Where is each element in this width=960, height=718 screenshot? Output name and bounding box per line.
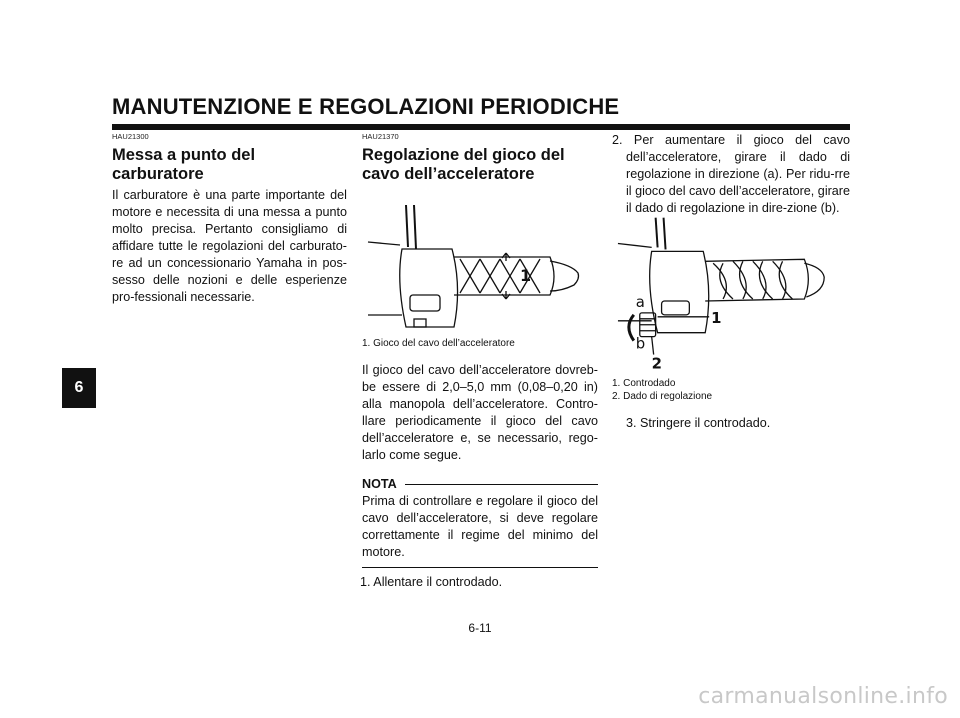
note-text: Prima di controllare e regolare il gioco del cavo dell’acceleratore, si deve regolare correttamente il regime del minimo del motore. <box>362 494 598 559</box>
page-number: 6-11 <box>468 621 492 635</box>
section-code: HAU21300 <box>112 132 149 141</box>
note-end-rule <box>362 567 598 568</box>
note-box <box>362 476 598 568</box>
note-rule <box>405 484 598 485</box>
section-code: HAU21370 <box>362 132 399 141</box>
page-title: MANUTENZIONE E REGOLAZIONI PERIODICHE <box>112 94 620 119</box>
callout-1: 1 <box>520 266 532 285</box>
section-heading: Messa a punto del carburatore <box>112 146 256 183</box>
section-carburetor <box>112 132 347 306</box>
adjuster-figure <box>612 217 848 377</box>
callout-1: 1 <box>711 308 722 327</box>
throttle-grip-figure <box>362 187 598 337</box>
step-2: 2. Per aumentare il gioco del cavo dell’acceleratore, girare il dado di regolazione in direzione (a). Per ridu-rre il gioco del cavo dell’acceleratore, girare il dado di regolazione in dire-zione (b). <box>612 133 851 215</box>
watermark: carmanualsonline.info <box>698 684 948 709</box>
step-3: 3. Stringere il controdado. <box>626 416 771 430</box>
label-a: a <box>635 292 645 311</box>
chapter-tab: 6 <box>62 368 96 408</box>
title-rule <box>112 124 850 130</box>
figure-caption-1: 1. Controdado <box>612 378 676 389</box>
section-heading: Regolazione del gioco del cavo dell’acceleratore <box>362 146 565 183</box>
section-adjustment-steps <box>612 132 850 432</box>
step-1: 1. Allentare il controdado. <box>360 575 503 589</box>
figure-caption: 1. Gioco del cavo dell’acceleratore <box>362 338 515 349</box>
section-body: Il carburatore è una parte importante del motore e necessita di una messa a punto molto precisa. Pertanto consigliamo di affidare tutte le regolazioni del carburato-re ad un concessionario Yamaha in pos-sesso delle nozioni e delle esperienze pro-fessionali necessarie. <box>112 188 347 304</box>
note-label: NOTA <box>362 477 397 491</box>
figure-caption-2: 2. Dado di regolazione <box>612 391 713 402</box>
callout-2: 2 <box>651 354 663 373</box>
label-b: b <box>635 334 646 353</box>
section-throttle-cable <box>362 132 598 591</box>
section-body: Il gioco del cavo dell’acceleratore dovreb-be essere di 2,0–5,0 mm (0,08–0,20 in) alla manopola dell’acceleratore. Contro-llare periodicamente il gioco del cavo dell’acceleratore e, se necessario, rego-larlo come segue. <box>362 363 598 462</box>
